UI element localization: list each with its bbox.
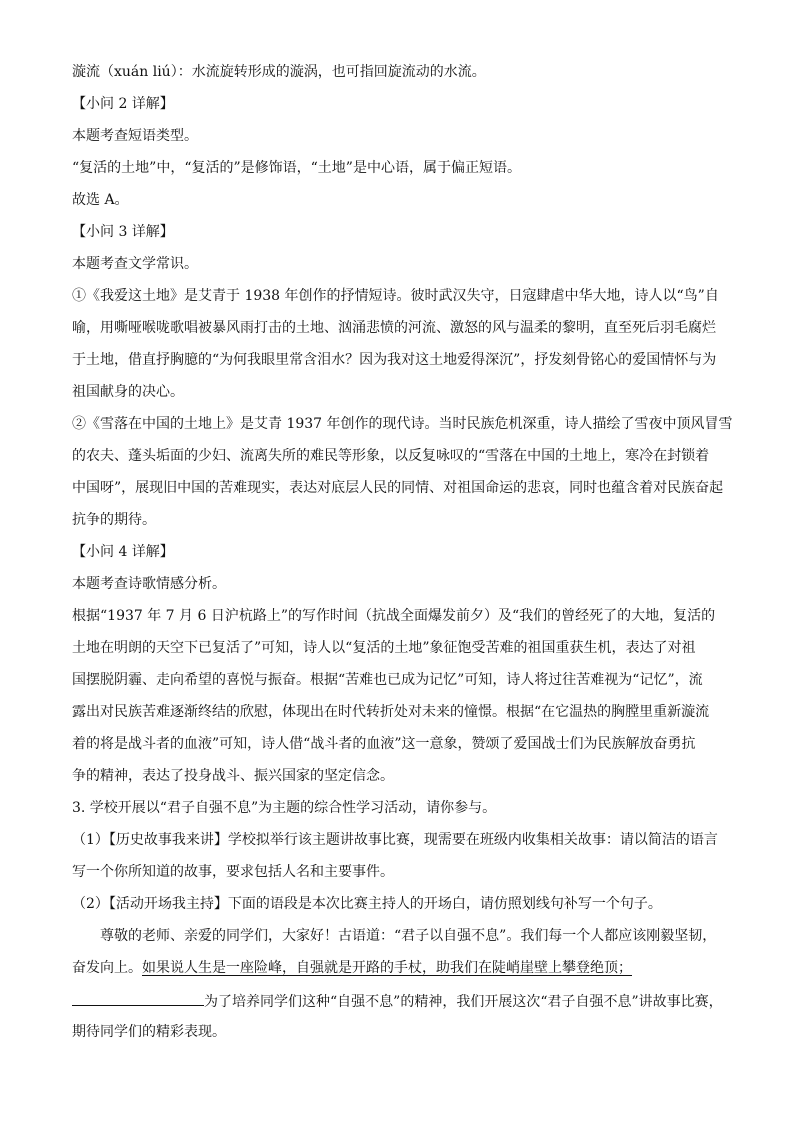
underlined-sentence: 如果说人生是一座险峰，自强就是开路的手杖，助我们在陡峭崖壁上攀登绝顶； xyxy=(142,960,632,976)
text-line: 土地在明朗的天空下已复活了”可知，诗人以“复活的土地”象征饱受苦难的祖国重获生机，表达了对祖 xyxy=(72,640,696,656)
text-line: 露出对民族苦难逐渐终结的欣慰，体现出在时代转折处对未来的憧憬。根据“在它温热的胸膛里重新漩流 xyxy=(72,704,710,720)
text-line: 根据“1937 年 7 月 6 日沪杭路上”的写作时间（抗战全面爆发前夕）及“我们的曾经死了的大地，复活的 xyxy=(72,608,716,624)
text-line: （2）【活动开场我主持】下面的语段是本次比赛主持人的开场白，请仿照划线句补写一个句子。 xyxy=(72,896,662,912)
text-line: 于土地，借直抒胸臆的“为何我眼里常含泪水？因为我对这土地爱得深沉”，抒发刻骨铭心的爱国情怀与为 xyxy=(72,352,717,368)
text-line: 争的精神，表达了投身战斗、振兴国家的坚定信念。 xyxy=(72,768,394,784)
text-line: 故选 A。 xyxy=(72,192,129,208)
text-line: 漩流（xuán liú）：水流旋转形成的漩涡，也可指回旋流动的水流。 xyxy=(72,64,486,80)
passage-line: 尊敬的老师、亲爱的同学们，大家好！古语道：“君子以自强不息”。我们每一个人都应该刚毅坚韧， xyxy=(72,928,717,944)
text-line: 祖国献身的决心。 xyxy=(72,384,184,400)
passage-line: 期待同学们的精彩表现。 xyxy=(72,1024,226,1040)
section-heading: 【小问 3 详解】 xyxy=(72,224,174,240)
section-heading: 【小问 4 详解】 xyxy=(72,544,174,560)
passage-text: 奋发向上。 xyxy=(72,960,142,976)
text-line: “复活的土地”中，“复活的”是修饰语，“土地”是中心语，属于偏正短语。 xyxy=(72,160,521,176)
text-line: （1）【历史故事我来讲】学校拟举行该主题讲故事比赛，现需要在班级内收集相关故事：请以简洁的语言 xyxy=(72,832,718,848)
text-line: 写一个你所知道的故事，要求包括人名和主要事件。 xyxy=(72,864,394,880)
answer-blank[interactable] xyxy=(72,990,204,1006)
text-line: ①《我爱这土地》是艾青于 1938 年创作的抒情短诗。彼时武汉失守，日寇肆虐中华大地，诗人以“鸟”自 xyxy=(72,288,719,304)
text-line: 国摆脱阴霾、走向希望的喜悦与振奋。根据“苦难也已成为记忆”可知，诗人将过往苦难视为“记忆”，流 xyxy=(72,672,703,688)
question-title: 3. 学校开展以“君子自强不息”为主题的综合性学习活动，请你参与。 xyxy=(72,800,497,816)
text-line: 抗争的期待。 xyxy=(72,512,156,528)
text-line: 喻，用嘶哑喉咙歌唱被暴风雨打击的土地、汹涌悲愤的河流、激怒的风与温柔的黎明，直至死后羽毛腐烂 xyxy=(72,320,716,336)
text-line: ②《雪落在中国的土地上》是艾青 1937 年创作的现代诗。当时民族危机深重，诗人描绘了雪夜中顶风冒雪 xyxy=(72,416,733,432)
text-line: 本题考查诗歌情感分析。 xyxy=(72,576,226,592)
section-heading: 【小问 2 详解】 xyxy=(72,96,174,112)
text-line: 本题考查文学常识。 xyxy=(72,256,198,272)
text-line: 本题考查短语类型。 xyxy=(72,128,198,144)
passage-text: 为了培养同学们这种“自强不息”的精神，我们开展这次“君子自强不息”讲故事比赛， xyxy=(204,994,723,1010)
passage-line xyxy=(72,990,723,1010)
text-line: 中国呀”，展现旧中国的苦难现实，表达对底层人民的同情、对祖国命运的悲哀，同时也蕴含着对民族奋起 xyxy=(72,480,724,496)
passage-line xyxy=(72,958,632,978)
text-line: 的农夫、蓬头垢面的少妇、流离失所的难民等形象，以反复咏叹的“雪落在中国的土地上，寒冷在封锁着 xyxy=(72,448,710,464)
text-line: 着的将是战斗者的血液”可知，诗人借“战斗者的血液”这一意象，赞颂了爱国战士们为民族解放奋勇抗 xyxy=(72,736,696,752)
